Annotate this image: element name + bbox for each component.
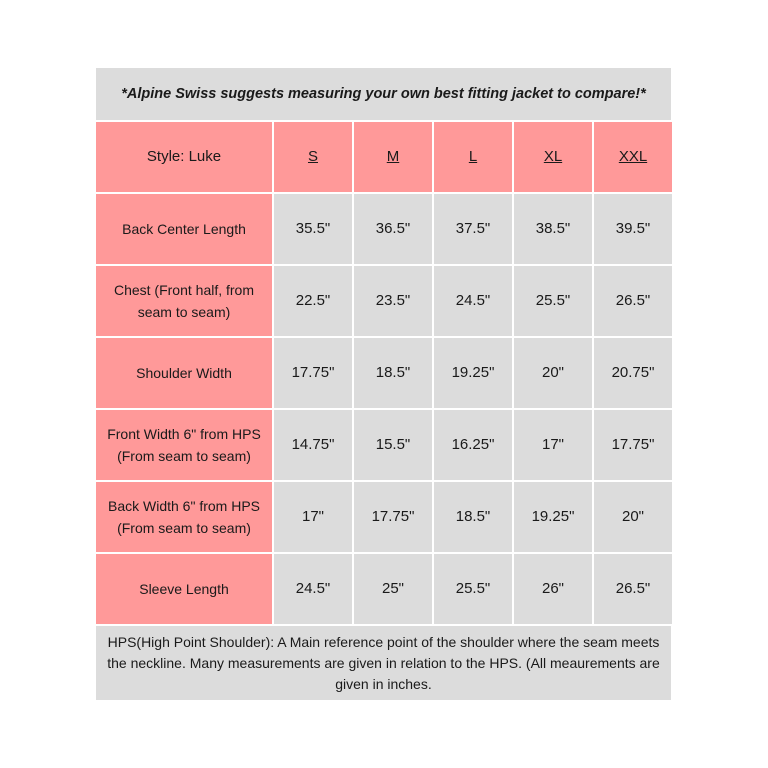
table-cell: 20.75" bbox=[594, 338, 672, 408]
measuring-tip-banner: *Alpine Swiss suggests measuring your own best fitting jacket to compare!* bbox=[96, 68, 671, 120]
table-cell: 15.5" bbox=[354, 410, 432, 480]
table-cell: 18.5" bbox=[434, 482, 512, 552]
table-cell: 26.5" bbox=[594, 266, 672, 336]
row-label-back-center-length: Back Center Length bbox=[96, 194, 272, 264]
table-cell: 24.5" bbox=[274, 554, 352, 624]
table-cell: 23.5" bbox=[354, 266, 432, 336]
table-cell: 17.75" bbox=[274, 338, 352, 408]
table-cell: 17.75" bbox=[594, 410, 672, 480]
size-header-xl: XL bbox=[514, 122, 592, 192]
table-cell: 17" bbox=[274, 482, 352, 552]
row-label-chest: Chest (Front half, from seam to seam) bbox=[96, 266, 272, 336]
table-cell: 18.5" bbox=[354, 338, 432, 408]
table-cell: 17" bbox=[514, 410, 592, 480]
table-cell: 26.5" bbox=[594, 554, 672, 624]
row-label-sleeve-length: Sleeve Length bbox=[96, 554, 272, 624]
hps-footnote: HPS(High Point Shoulder): A Main reference point of the shoulder where the seam meets the neckline. Many measurements are given in relation to the HPS. (All meaurements are given in inches. bbox=[96, 626, 671, 700]
table-cell: 35.5" bbox=[274, 194, 352, 264]
table-cell: 22.5" bbox=[274, 266, 352, 336]
table-cell: 37.5" bbox=[434, 194, 512, 264]
size-header-m: M bbox=[354, 122, 432, 192]
size-chart bbox=[96, 68, 671, 700]
row-label-back-width: Back Width 6" from HPS (From seam to seam) bbox=[96, 482, 272, 552]
style-label: Style: Luke bbox=[96, 122, 272, 192]
table-cell: 25.5" bbox=[434, 554, 512, 624]
size-header-l: L bbox=[434, 122, 512, 192]
table-cell: 24.5" bbox=[434, 266, 512, 336]
table-cell: 19.25" bbox=[434, 338, 512, 408]
table-cell: 20" bbox=[594, 482, 672, 552]
table-cell: 36.5" bbox=[354, 194, 432, 264]
table-cell: 14.75" bbox=[274, 410, 352, 480]
row-label-front-width: Front Width 6" from HPS (From seam to seam) bbox=[96, 410, 272, 480]
table-cell: 17.75" bbox=[354, 482, 432, 552]
size-table bbox=[96, 122, 671, 624]
row-label-shoulder-width: Shoulder Width bbox=[96, 338, 272, 408]
table-cell: 25" bbox=[354, 554, 432, 624]
size-header-s: S bbox=[274, 122, 352, 192]
table-cell: 20" bbox=[514, 338, 592, 408]
table-cell: 26" bbox=[514, 554, 592, 624]
table-cell: 16.25" bbox=[434, 410, 512, 480]
table-cell: 25.5" bbox=[514, 266, 592, 336]
size-header-xxl: XXL bbox=[594, 122, 672, 192]
table-cell: 38.5" bbox=[514, 194, 592, 264]
table-cell: 39.5" bbox=[594, 194, 672, 264]
table-cell: 19.25" bbox=[514, 482, 592, 552]
